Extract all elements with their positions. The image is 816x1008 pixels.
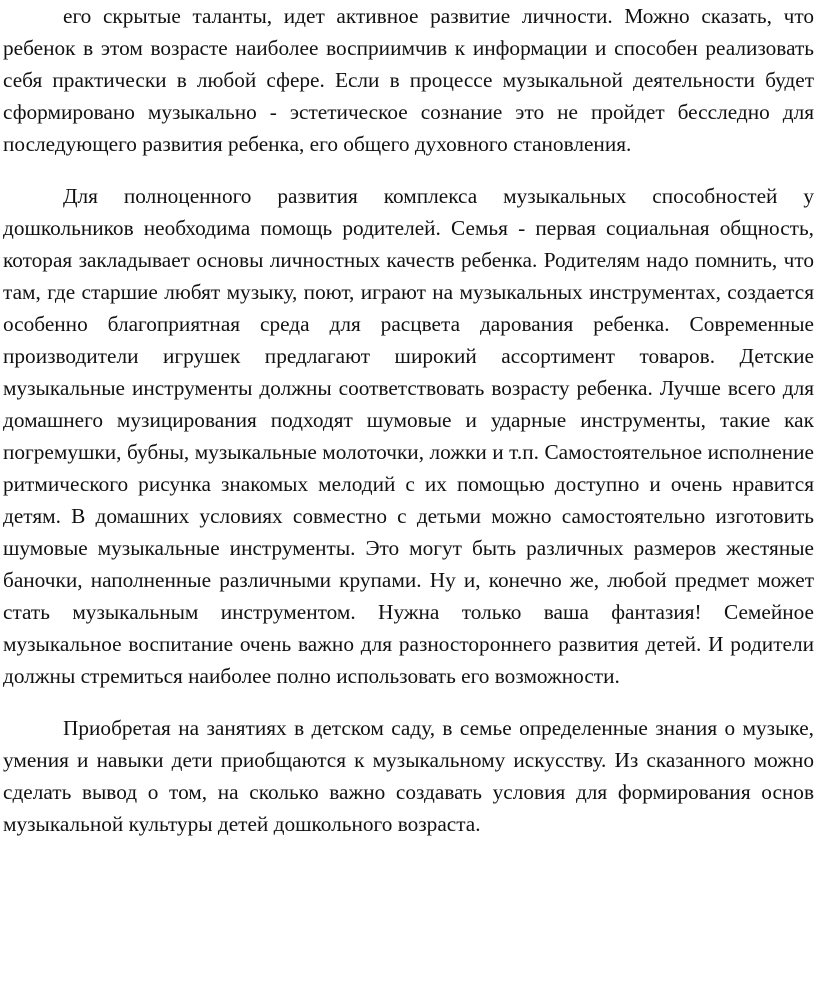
paragraph-1: его скрытые таланты, идет активное развитие личности. Можно сказать, что ребенок в этом возрасте наиболее восприимчив к информации и способен реализовать себя практически в любой сфере. Если в процессе музыкальной деятельности будет сформировано музыкально - эстетическое сознание это не пройдет бесследно для последующего развития ребенка, его общего духовного становления.	[3, 4, 814, 156]
paragraph-2: Для полноценного развития комплекса музыкальных способностей у дошкольников необходима помощь родителей. Семья - первая социальная общность, которая закладывает основы личностных качеств ребенка. Родителям надо помнить, что там, где старшие любят музыку, поют, играют на музыкальных инструментах, создается особенно благоприятная среда для расцвета дарования ребенка. Современные производители игрушек предлагают широкий ассортимент товаров. Детские музыкальные инструменты должны соответствовать возрасту ребенка. Лучше всего для домашнего музицирования подходят шумовые и ударные инструменты, такие как погремушки, бубны, музыкальные молоточки, ложки и т.п. Самостоятельное исполнение ритмического рисунка знакомых мелодий с их помощью доступно и очень нравится детям. В домашних условиях совместно с детьми можно самостоятельно изготовить шумовые музыкальные инструменты. Это могут быть различных размеров жестяные баночки, наполненные различными крупами. Ну и, конечно же, любой предмет может стать музыкальным инструментом. Нужна только ваша фантазия! Семейное музыкальное воспитание очень важно для разностороннего развития детей. И родители должны стремиться наиболее полно использовать его возможности.	[3, 184, 814, 688]
paragraph-3: Приобретая на занятиях в детском саду, в семье определенные знания о музыке, умения и навыки дети приобщаются к музыкальному искусству. Из сказанного можно сделать вывод о том, на сколько важно создавать условия для формирования основ музыкальной культуры детей дошкольного возраста.	[3, 716, 814, 836]
